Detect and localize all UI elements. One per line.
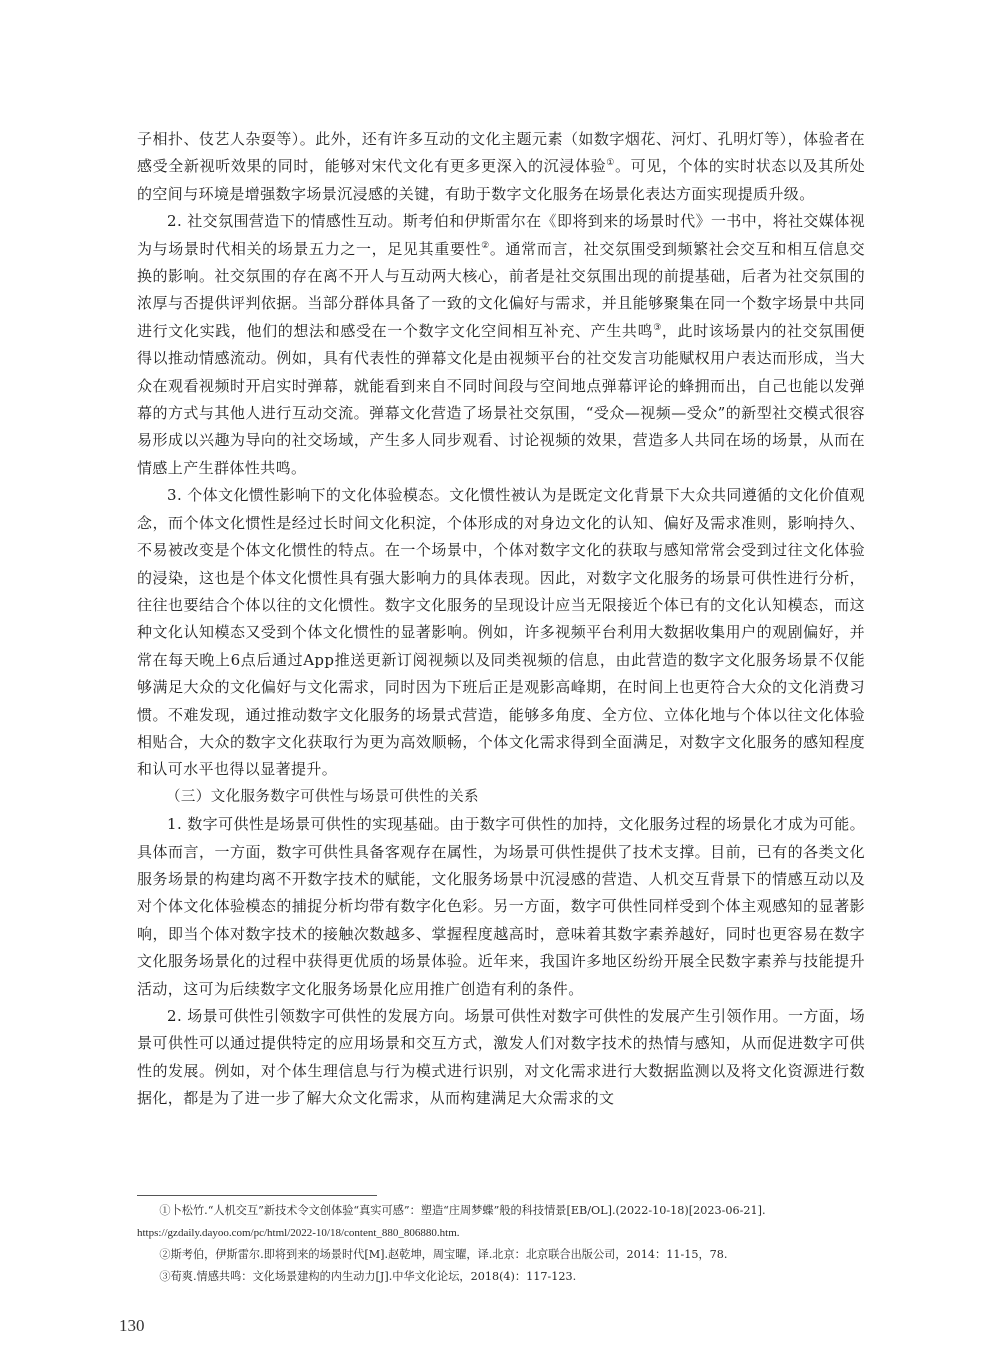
paragraph-continued: 子相扑、伎艺人杂耍等）。此外，还有许多互动的文化主题元素（如数字烟花、河灯、孔明灯等），体验者在感受全新视听效果的同时，能够对宋代文化有更多更深入的沉浸体验①。可见，个体的实时状态以及其所处的空间与环境是增强数字场景沉浸感的关键，有助于数字文化服务在场景化表达方面实现提质升级。: [137, 130, 865, 203]
paragraph-cultural-inertia: 3. 个体文化惯性影响下的文化体验模态。文化惯性被认为是既定文化背景下大众共同遵循的文化价值观念，而个体文化惯性是经过长时间文化积淀，个体形成的对身边文化的认知、偏好及需求准则，影响持久、不易被改变是个体文化惯性的特点。在一个场景中，个体对数字文化的获取与感知常常会受到过往文化体验的浸染，这也是个体文化惯性具有强大影响力的具体表现。因此，对数字文化服务的场景可供性进行分析，往往也要结合个体以往的文化惯性。数字文化服务的呈现设计应当无限接近个体已有的文化认知模态，而这种文化认知模态又受到个体文化惯性的显著影响。例如，许多视频平台利用大数据收集用户的观剧偏好，并常在每天晚上6点后通过App推送更新订阅视频以及同类视频的信息，由此营造的数字文化服务场景不仅能够满足大众的文化偏好与文化需求，同时因为下班后正是观影高峰期，在时间上也更符合大众的文化消费习惯。不难发现，通过推动数字文化服务的场景式营造，能够多角度、全方位、立体化地与个体以往文化体验相贴合，大众的数字文化获取行为更为高效顺畅，个体文化需求得到全面满足，对数字文化服务的感知程度和认可水平也得以显著提升。: [137, 486, 865, 779]
footnote-1: ①卜松竹.“人机交互”新技术令文创体验“真实可感”：塑造“庄周梦蝶”般的科技情景[EB/OL].(2022-10-18)[2023-06-21]. https://gzdaily.dayoo.com/pc/html/2022-10/18/content_880_806880.htm.: [137, 1200, 865, 1244]
section-heading: （三）文化服务数字可供性与场景可供性的关系: [166, 788, 479, 805]
page-number: 130: [119, 1316, 145, 1335]
footnote-ref-3[interactable]: ③: [653, 322, 662, 333]
footnote-3: ③荀爽.情感共鸣：文化场景建构的内生动力[J].中华文化论坛，2018(4)：117-123.: [159, 1270, 577, 1283]
footnote-1-url[interactable]: https://gzdaily.dayoo.com/pc/html/2022-10/18/content_880_806880.htm.: [137, 1227, 460, 1239]
paragraph-digital-affordance: 1. 数字可供性是场景可供性的实现基础。由于数字可供性的加持，文化服务过程的场景化才成为可能。具体而言，一方面，数字可供性具备客观存在属性，为场景可供性提供了技术支撑。目前，已有的各类文化服务场景的构建均离不开数字技术的赋能，文化服务场景中沉浸感的营造、人机交互背景下的情感互动以及对个体文化体验模态的捕捉分析均带有数字化色彩。另一方面，数字可供性同样受到个体主观感知的显著影响，即当个体对数字技术的接触次数越多、掌握程度越高时，意味着其数字素养越好，同时也更容易在数字文化服务场景化的过程中获得更优质的场景体验。近年来，我国许多地区纷纷开展全民数字素养与技能提升活动，这可为后续数字文化服务场景化应用推广创造有利的条件。: [137, 815, 865, 998]
paragraph-social-atmosphere: 2. 社交氛围营造下的情感性互动。斯考伯和伊斯雷尔在《即将到来的场景时代》一书中，将社交媒体视为与场景时代相关的场景五力之一，足见其重要性②。通常而言，社交氛围受到频繁社会交互和相互信息交换的影响。社交氛围的存在离不开人与互动两大核心，前者是社交氛围出现的前提基础，后者为社交氛围的浓厚与否提供评判依据。当部分群体具备了一致的文化偏好与需求，并且能够聚集在同一个数字场景中共同进行文化实践，他们的想法和感受在一个数字文化空间相互补充、产生共鸣③，此时该场景内的社交氛围便得以推动情感流动。例如，具有代表性的弹幕文化是由视频平台的社交发言功能赋权用户表达而形成，当大众在观看视频时开启实时弹幕，就能看到来自不同时间段与空间地点弹幕评论的蜂拥而出，自己也能以发弹幕的方式与其他人进行互动交流。弹幕文化营造了场景社交氛围，“受众—视频—受众”的新型社交模式很容易形成以兴趣为导向的社交场域，产生多人同步观看、讨论视频的效果，营造多人共同在场的场景，从而在情感上产生群体性共鸣。: [137, 212, 866, 477]
body-text: [137, 126, 865, 1113]
footnote-2: ②斯考伯，伊斯雷尔.即将到来的场景时代[M].赵乾坤，周宝曜，译.北京：北京联合出版公司，2014：11-15，78.: [159, 1248, 728, 1261]
footnote-divider: [137, 1195, 377, 1196]
paragraph-scene-affordance: 2. 场景可供性引领数字可供性的发展方向。场景可供性对数字可供性的发展产生引领作用。一方面，场景可供性可以通过提供特定的应用场景和交互方式，激发人们对数字技术的热情与感知，从而促进数字可供性的发展。例如，对个体生理信息与行为模式进行识别，对文化需求进行大数据监测以及将文化资源进行数据化，都是为了进一步了解大众文化需求，从而构建满足大众需求的文: [137, 1007, 865, 1108]
footnote-ref-1[interactable]: ①: [606, 158, 615, 169]
footnote-ref-2[interactable]: ②: [481, 240, 490, 251]
footnotes: [137, 1200, 865, 1288]
